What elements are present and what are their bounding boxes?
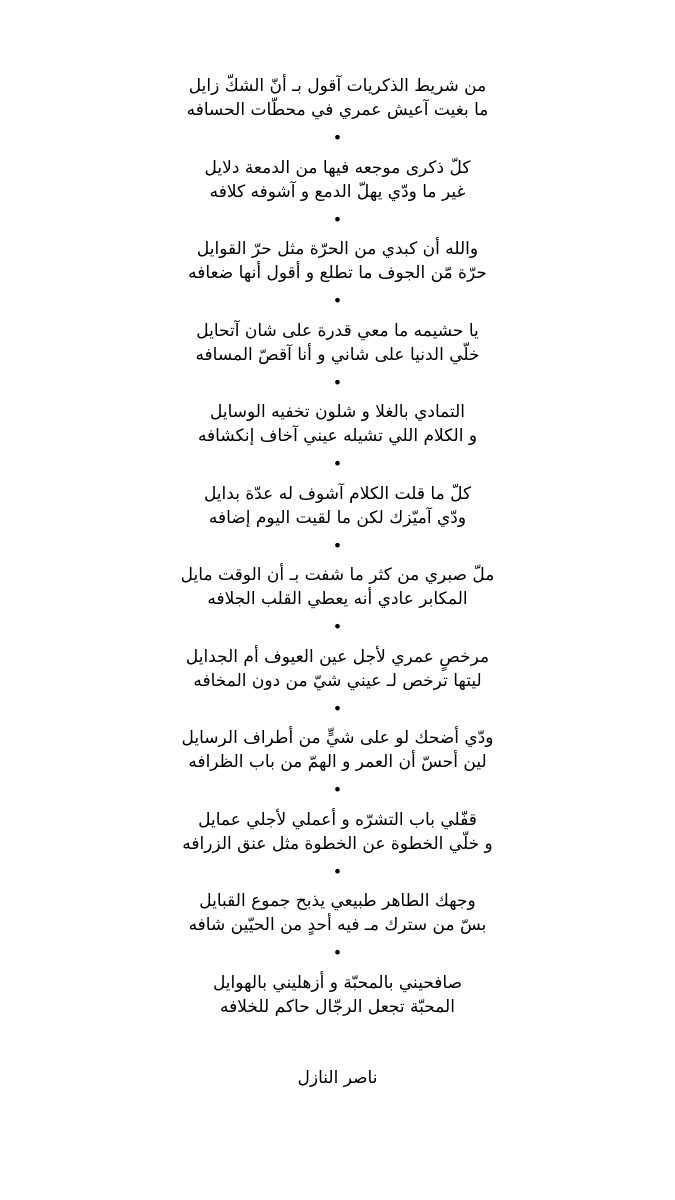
stanza-4-line-1: يا حشيمه ما معي قدرة على شان آتحايل [196,320,479,341]
stanza-3 [0,237,675,319]
stanza-7 [0,563,675,645]
stanza-8 [0,645,675,727]
stanza-separator: • [332,943,343,962]
stanza-1 [0,74,675,156]
stanza-2 [0,156,675,238]
stanza-separator: • [332,861,343,881]
stanza-11-line-1: وجهك الطاهر طبيعي يذبح جموع القبايل [199,891,476,911]
stanza-10 [0,808,675,890]
stanza-separator: • [332,454,343,473]
stanza-8-line-1: مرخصٍ عمري لأجل عين العيوف أم الجدايل [185,646,490,667]
stanza-separator: • [332,535,343,555]
stanza-11-line-2: بسّ من سترك مـ فيه أحدٍ من الحيّين شافه [188,915,487,935]
stanza-9 [0,726,675,808]
stanza-7-line-1: ملّ صبري من كثر ما شفت بـ أن الوقت مايل [180,565,495,585]
stanza-10-line-1: قفّلي باب التشرّه و أعملي لأجلي عمايل [198,809,477,830]
stanza-2-line-2: غير ما ودّي يهلّ الدمع و آشوفه كلافه [209,181,466,202]
stanza-10-line-2: و خلّي الخطوة عن الخطوة مثل عنق الزرافه [182,833,493,854]
stanza-separator: • [332,291,343,310]
stanza-3-line-2: حرّة مّن الجوف ما تطلع و أقول أنها ضعافه [188,263,487,283]
stanza-separator: • [332,372,343,392]
stanza-8-line-2: ليتها ترخص لـ عيني شيّ من دون المخافه [193,670,482,691]
stanza-9-line-1: ودّي أضحك لو على شيٍّ من أطراف الرسايل [181,728,494,748]
poem [0,74,675,1052]
stanza-5-line-1: التمادي بالغلا و شلون تخفيه الوسايل [210,402,465,422]
stanza-separator: • [332,617,343,636]
stanza-11 [0,889,675,971]
stanza-6-line-2: ودّي آميّزك لكن ما لقيت اليوم إضافه [208,507,467,528]
stanza-4 [0,319,675,401]
stanza-7-line-2: المكابر عادي أنه يعطي القلب الجلافه [207,589,468,609]
stanza-4-line-2: خلّي الدنيا على شاني و أنا آقصّ المسافه [195,344,480,365]
stanza-5-line-2: و الكلام اللي تشيله عيني آخاف إنكشافه [197,426,478,446]
poet-name: ناصر النازل [297,1068,378,1088]
stanza-separator: • [332,780,343,799]
stanza-5 [0,400,675,482]
stanza-3-line-1: والله أن كبدي من الحرّة مثل حرّ القوايل [196,239,479,259]
stanza-12-line-2: المحبّة تجعل الرجّال حاكم للخلافه [220,996,455,1017]
stanza-6-line-1: كلّ ما قلت الكلام آشوف له عدّة بدايل [203,483,472,504]
stanza-separator: • [332,698,343,718]
stanza-9-line-2: لين أحسّ أن العمر و الهمّ من باب الظرافه [188,752,487,772]
stanza-1-line-2: ما بغيت آعيش عمري في محطّات الحسافه [186,100,489,120]
stanza-12-line-1: صافحيني بالمحبّة و أزهليني بالهوايل [212,972,463,993]
stanza-12 [0,971,675,1053]
stanza-separator: • [332,128,343,147]
stanza-1-line-1: من شريط الذكريات آقول بـ أنّ الشكّ زايل [188,76,487,96]
stanza-2-line-1: كلّ ذكرى موجعه فيها من الدمعة دلايل [204,157,471,178]
stanza-separator: • [332,209,343,229]
stanza-6 [0,482,675,564]
